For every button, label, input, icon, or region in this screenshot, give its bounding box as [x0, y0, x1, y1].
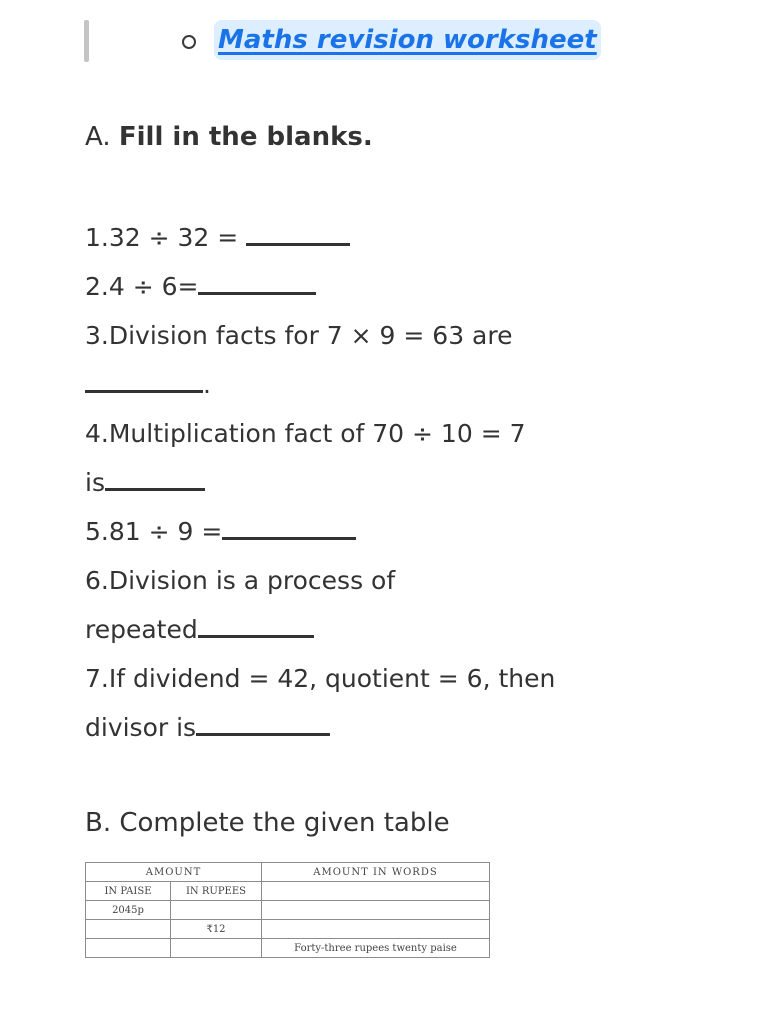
- answer-blank[interactable]: [198, 615, 314, 638]
- question-6-line2: [85, 613, 314, 647]
- question-3-line2: [85, 368, 211, 402]
- table-row: [86, 920, 490, 939]
- cell-words[interactable]: Forty-three rupees twenty paise: [262, 939, 490, 958]
- question-3: [85, 319, 513, 353]
- question-3-text: 3.Division facts for 7 × 9 = 63 are: [85, 321, 513, 350]
- cell-paise[interactable]: 2045p: [86, 901, 171, 920]
- cell-words[interactable]: [262, 901, 490, 920]
- question-4-line2: [85, 466, 205, 500]
- question-2: [85, 270, 316, 304]
- question-1: [85, 221, 350, 255]
- cell-rupees[interactable]: [171, 901, 262, 920]
- question-5-text: 5.81 ÷ 9 =: [85, 517, 223, 546]
- answer-blank[interactable]: [85, 370, 203, 393]
- cell-paise[interactable]: [86, 939, 171, 958]
- text-cursor-bar: [84, 20, 89, 62]
- question-5: [85, 515, 356, 549]
- table-row: [86, 939, 490, 958]
- cell-words[interactable]: [262, 920, 490, 939]
- bullet-circle-icon: [182, 35, 196, 49]
- answer-blank[interactable]: [105, 468, 205, 491]
- question-4: [85, 417, 526, 451]
- cell-rupees[interactable]: ₹12: [171, 920, 262, 939]
- header-amount: AMOUNT: [86, 863, 262, 882]
- answer-blank[interactable]: [246, 223, 350, 246]
- answer-blank[interactable]: [196, 713, 330, 736]
- section-a-title: Fill in the blanks.: [118, 122, 373, 152]
- section-a-heading: [85, 122, 373, 152]
- question-4-text: 4.Multiplication fact of 70 ÷ 10 = 7: [85, 419, 526, 448]
- header-amount-in-words: AMOUNT IN WORDS: [262, 863, 490, 882]
- question-7: [85, 662, 555, 696]
- table-row: [86, 901, 490, 920]
- question-6-text-line2: repeated: [85, 615, 198, 644]
- answer-blank[interactable]: [198, 272, 316, 295]
- question-4-text-line2: is: [85, 468, 105, 497]
- question-6-text: 6.Division is a process of: [85, 566, 396, 595]
- table-header-row: [86, 863, 490, 882]
- question-7-text-line2: divisor is: [85, 713, 197, 742]
- worksheet-title-link[interactable]: Maths revision worksheet: [214, 20, 601, 60]
- question-1-text: 1.32 ÷ 32 =: [85, 223, 247, 252]
- question-7-text: 7.If dividend = 42, quotient = 6, then: [85, 664, 556, 693]
- table-subheader-row: [86, 882, 490, 901]
- amount-table: [85, 862, 490, 958]
- section-b-heading: B. Complete the given table: [85, 808, 450, 838]
- question-3-end: .: [203, 370, 211, 399]
- header-in-rupees: IN RUPEES: [171, 882, 262, 901]
- table-cell[interactable]: [262, 882, 490, 901]
- question-6: [85, 564, 395, 598]
- header-in-paise: IN PAISE: [86, 882, 171, 901]
- question-2-text: 2.4 ÷ 6=: [85, 272, 199, 301]
- cell-paise[interactable]: [86, 920, 171, 939]
- answer-blank[interactable]: [222, 517, 356, 540]
- question-7-line2: [85, 711, 330, 745]
- section-a-letter: A.: [85, 122, 111, 152]
- cell-rupees[interactable]: [171, 939, 262, 958]
